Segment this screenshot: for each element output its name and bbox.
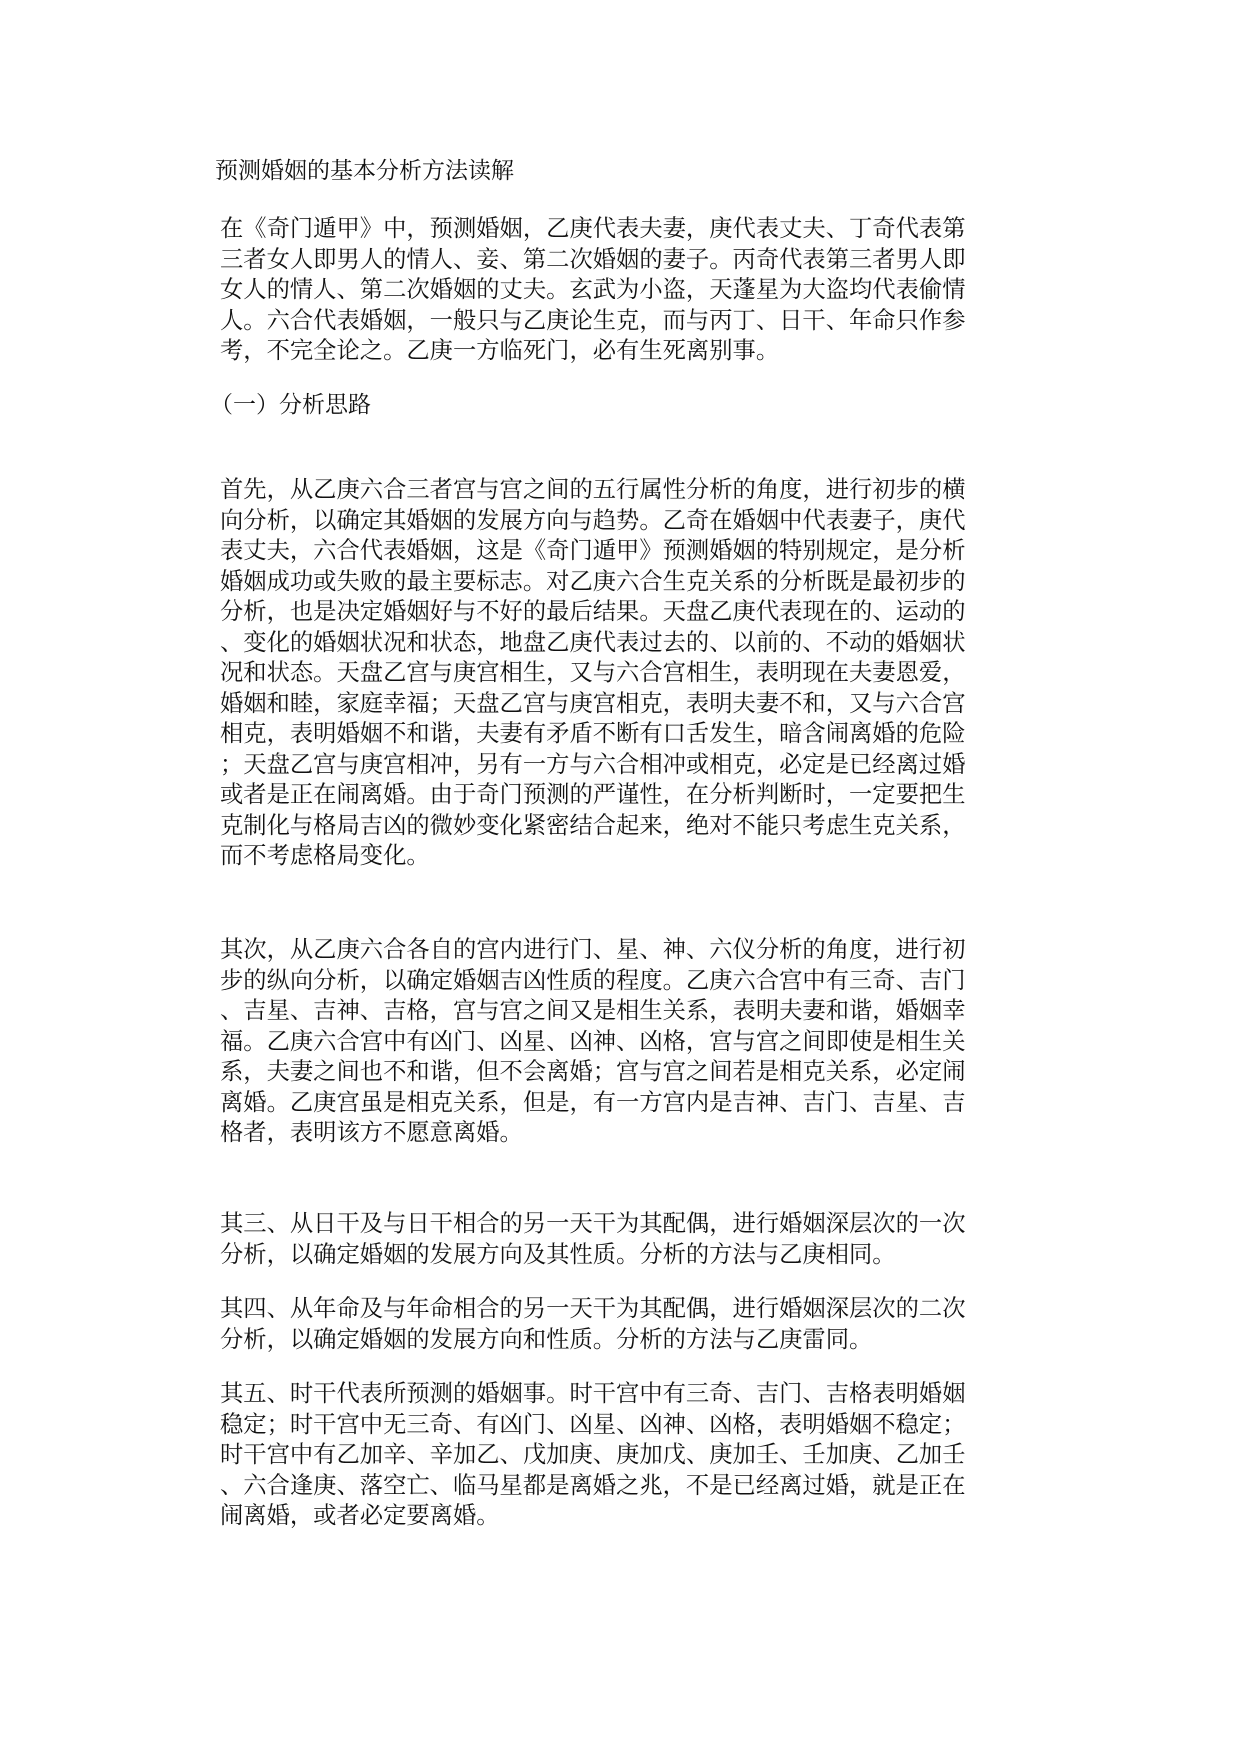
- text-line: 福。乙庚六合宫中有凶门、凶星、凶神、凶格，宫与宫之间即使是相生关: [220, 1027, 966, 1055]
- text-line: 稳定；时干宫中无三奇、有凶门、凶星、凶神、凶格，表明婚姻不稳定；: [220, 1410, 966, 1438]
- text-line: 其三、从日干及与日干相合的另一天干为其配偶，进行婚姻深层次的一次: [220, 1210, 966, 1237]
- text-line: 克制化与格局吉凶的微妙变化紧密结合起来，绝对不能只考虑生克关系，: [220, 811, 966, 839]
- section-heading: （一）分析思路: [210, 392, 371, 418]
- paragraph-second: [220, 935, 1040, 1149]
- text-line: 、变化的婚姻状况和状态，地盘乙庚代表过去的、以前的、不动的婚姻状: [220, 628, 966, 656]
- text-line: 步的纵向分析，以确定婚姻吉凶性质的程度。乙庚六合宫中有三奇、吉门: [220, 966, 966, 994]
- text-line: 分析，也是决定婚姻好与不好的最后结果。天盘乙庚代表现在的、运动的: [220, 598, 966, 625]
- text-line: 离婚。乙庚宫虽是相克关系，但是，有一方宫内是吉神、吉门、吉星、吉: [220, 1088, 966, 1116]
- paragraph-first: [220, 475, 1040, 872]
- text-line: 、吉星、吉神、吉格，宫与宫之间又是相生关系，表明夫妻和谐，婚姻幸: [220, 997, 966, 1024]
- text-line: 婚姻成功或失败的最主要标志。对乙庚六合生克关系的分析既是最初步的: [220, 567, 966, 595]
- text-line: 考，不完全论之。乙庚一方临死门，必有生死离别事。: [220, 337, 780, 364]
- paragraph-fourth: [220, 1294, 1040, 1355]
- text-line: 相克，表明婚姻不和谐，夫妻有矛盾不断有口舌发生，暗含闹离婚的危险: [220, 720, 966, 747]
- paragraph-fifth: [220, 1379, 1040, 1532]
- text-line: 、六合逢庚、落空亡、临马星都是离婚之兆，不是已经离过婚，就是正在: [220, 1471, 966, 1499]
- text-line: 在《奇门遁甲》中，预测婚姻，乙庚代表夫妻，庚代表丈夫、丁奇代表第: [220, 215, 966, 242]
- text-line: 其四、从年命及与年命相合的另一天干为其配偶，进行婚姻深层次的二次: [220, 1295, 966, 1322]
- text-line: 时干宫中有乙加辛、辛加乙、戊加庚、庚加戊、庚加壬、壬加庚、乙加壬: [220, 1441, 966, 1468]
- text-line: 向分析，以确定其婚姻的发展方向与趋势。乙奇在婚姻中代表妻子，庚代: [220, 506, 966, 534]
- text-line: 闹离婚，或者必定要离婚。: [220, 1502, 500, 1529]
- text-line: 或者是正在闹离婚。由于奇门预测的严谨性，在分析判断时，一定要把生: [220, 781, 966, 808]
- text-line: 首先，从乙庚六合三者宫与宫之间的五行属性分析的角度，进行初步的横: [220, 476, 966, 503]
- text-line: ；天盘乙宫与庚宫相冲，另有一方与六合相冲或相克，必定是已经离过婚: [220, 750, 966, 778]
- document-title: 预测婚姻的基本分析方法读解: [215, 158, 514, 184]
- text-line: 婚姻和睦，家庭幸福；天盘乙宫与庚宫相克，表明夫妻不和，又与六合宫: [220, 689, 966, 717]
- text-line: 分析，以确定婚姻的发展方向及其性质。分析的方法与乙庚相同。: [220, 1240, 896, 1268]
- text-line: 三者女人即男人的情人、妾、第二次婚姻的妻子。丙奇代表第三者男人即: [220, 245, 966, 273]
- text-line: 女人的情人、第二次婚姻的丈夫。玄武为小盗，天蓬星为大盗均代表偷情: [220, 276, 966, 303]
- text-line: 分析，以确定婚姻的发展方向和性质。分析的方法与乙庚雷同。: [220, 1325, 873, 1353]
- intro-paragraph: [220, 214, 1040, 367]
- text-line: 其次，从乙庚六合各自的宫内进行门、星、神、六仪分析的角度，进行初: [220, 936, 966, 963]
- text-line: 而不考虑格局变化。: [220, 842, 430, 869]
- text-line: 其五、时干代表所预测的婚姻事。时干宫中有三奇、吉门、吉格表明婚姻: [220, 1380, 966, 1407]
- text-line: 系，夫妻之间也不和谐，但不会离婚；宫与宫之间若是相克关系，必定闹: [220, 1058, 966, 1085]
- text-line: 况和状态。天盘乙宫与庚宫相生，又与六合宫相生，表明现在夫妻恩爱，: [220, 659, 966, 686]
- text-line: 表丈夫，六合代表婚姻，这是《奇门遁甲》预测婚姻的特别规定，是分析: [220, 537, 966, 564]
- paragraph-third: [220, 1209, 1040, 1270]
- text-line: 格者，表明该方不愿意离婚。: [220, 1119, 523, 1146]
- text-line: 人。六合代表婚姻，一般只与乙庚论生克，而与丙丁、日干、年命只作参: [220, 306, 966, 334]
